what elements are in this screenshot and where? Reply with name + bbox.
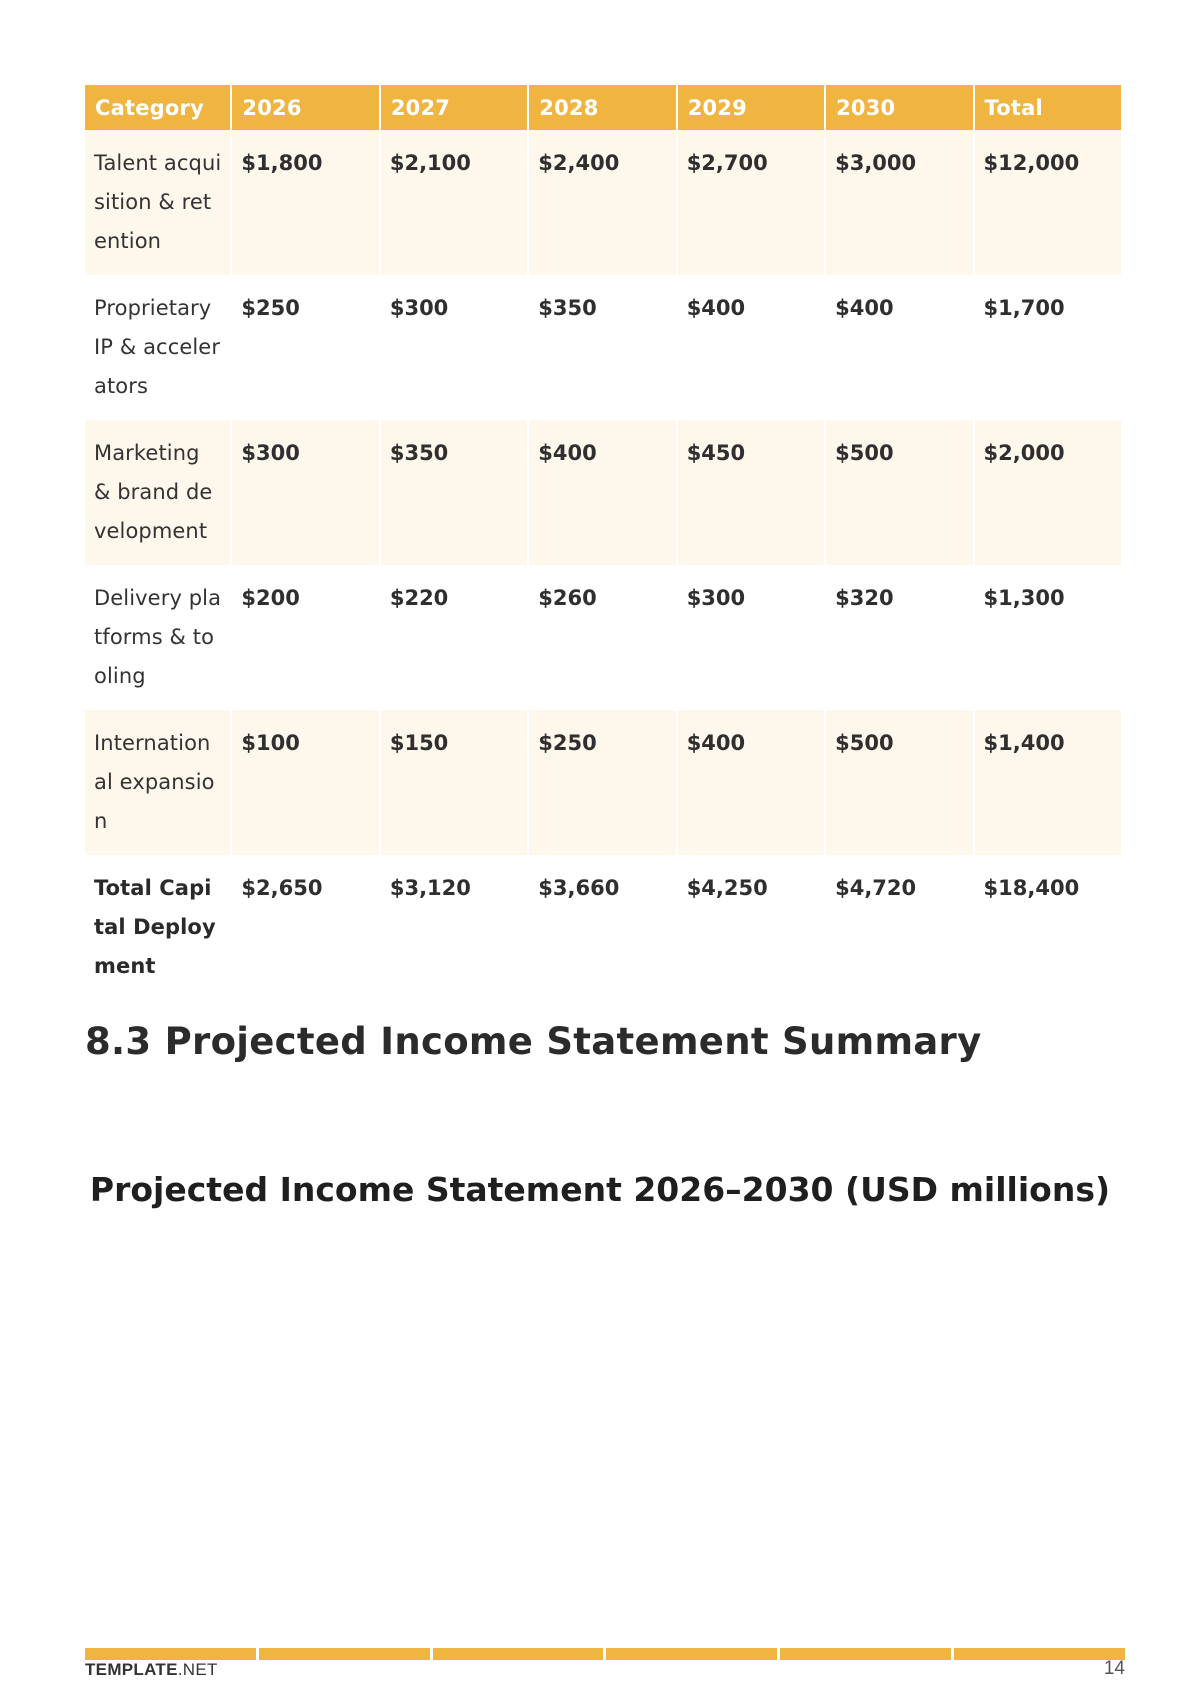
row-category: Delivery platforms & tooling xyxy=(85,565,230,710)
cell-value: $400 xyxy=(529,420,675,565)
cell-value: $100 xyxy=(232,710,378,855)
table-row xyxy=(85,130,1121,275)
column-header-2027: 2027 xyxy=(381,85,527,130)
cell-value: $500 xyxy=(826,710,972,855)
brand-name: TEMPLATE xyxy=(85,1660,178,1679)
cell-total: $2,000 xyxy=(975,420,1121,565)
column-header-2028: 2028 xyxy=(529,85,675,130)
cell-value: $2,700 xyxy=(678,130,824,275)
cell-value: $2,650 xyxy=(232,855,378,1000)
cell-value: $3,000 xyxy=(826,130,972,275)
cell-value: $250 xyxy=(232,275,378,420)
cell-value: $4,720 xyxy=(826,855,972,1000)
capital-deployment-table-wrapper xyxy=(85,85,1125,1000)
column-header-2026: 2026 xyxy=(232,85,378,130)
cell-value: $400 xyxy=(678,710,824,855)
cell-value: $320 xyxy=(826,565,972,710)
table-row xyxy=(85,565,1121,710)
footer-accent-bar xyxy=(85,1648,1125,1660)
cell-value: $4,250 xyxy=(678,855,824,1000)
cell-value: $2,100 xyxy=(381,130,527,275)
cell-value: $250 xyxy=(529,710,675,855)
footer-brand-logo xyxy=(85,1660,218,1680)
cell-total: $12,000 xyxy=(975,130,1121,275)
row-category: Proprietary IP & accelerators xyxy=(85,275,230,420)
cell-value: $400 xyxy=(678,275,824,420)
section-heading: 8.3 Projected Income Statement Summary xyxy=(85,1020,982,1063)
cell-value: $300 xyxy=(232,420,378,565)
cell-value: $260 xyxy=(529,565,675,710)
table-row xyxy=(85,710,1121,855)
column-header-2030: 2030 xyxy=(826,85,972,130)
cell-total: $1,400 xyxy=(975,710,1121,855)
footer-bar-segment xyxy=(259,1648,430,1660)
cell-value: $220 xyxy=(381,565,527,710)
column-header-2029: 2029 xyxy=(678,85,824,130)
row-category: Total Capital Deployment xyxy=(85,855,230,1000)
cell-total: $18,400 xyxy=(975,855,1121,1000)
row-category: Talent acquisition & retention xyxy=(85,130,230,275)
cell-value: $400 xyxy=(826,275,972,420)
footer-bar-segment xyxy=(85,1648,256,1660)
table-row xyxy=(85,275,1121,420)
table-row xyxy=(85,420,1121,565)
column-header-total: Total xyxy=(975,85,1121,130)
table-total-row xyxy=(85,855,1121,1000)
column-header-category: Category xyxy=(85,85,230,130)
cell-value: $150 xyxy=(381,710,527,855)
footer-bar-segment xyxy=(606,1648,777,1660)
cell-value: $3,120 xyxy=(381,855,527,1000)
cell-value: $1,800 xyxy=(232,130,378,275)
cell-value: $450 xyxy=(678,420,824,565)
brand-suffix: .NET xyxy=(177,1660,218,1679)
footer-bar-segment xyxy=(433,1648,604,1660)
cell-value: $2,400 xyxy=(529,130,675,275)
page-number: 14 xyxy=(1103,1658,1125,1679)
cell-value: $300 xyxy=(381,275,527,420)
cell-value: $350 xyxy=(381,420,527,565)
capital-deployment-table xyxy=(83,85,1123,1000)
cell-value: $300 xyxy=(678,565,824,710)
chart-title: Projected Income Statement 2026–2030 (USD millions) xyxy=(89,1170,1111,1209)
row-category: Marketing & brand development xyxy=(85,420,230,565)
row-category: International expansion xyxy=(85,710,230,855)
table-header-row xyxy=(85,85,1121,130)
cell-value: $500 xyxy=(826,420,972,565)
cell-value: $350 xyxy=(529,275,675,420)
cell-value: $3,660 xyxy=(529,855,675,1000)
cell-value: $200 xyxy=(232,565,378,710)
footer-bar-segment xyxy=(780,1648,951,1660)
cell-total: $1,700 xyxy=(975,275,1121,420)
cell-total: $1,300 xyxy=(975,565,1121,710)
footer-bar-segment xyxy=(954,1648,1125,1660)
